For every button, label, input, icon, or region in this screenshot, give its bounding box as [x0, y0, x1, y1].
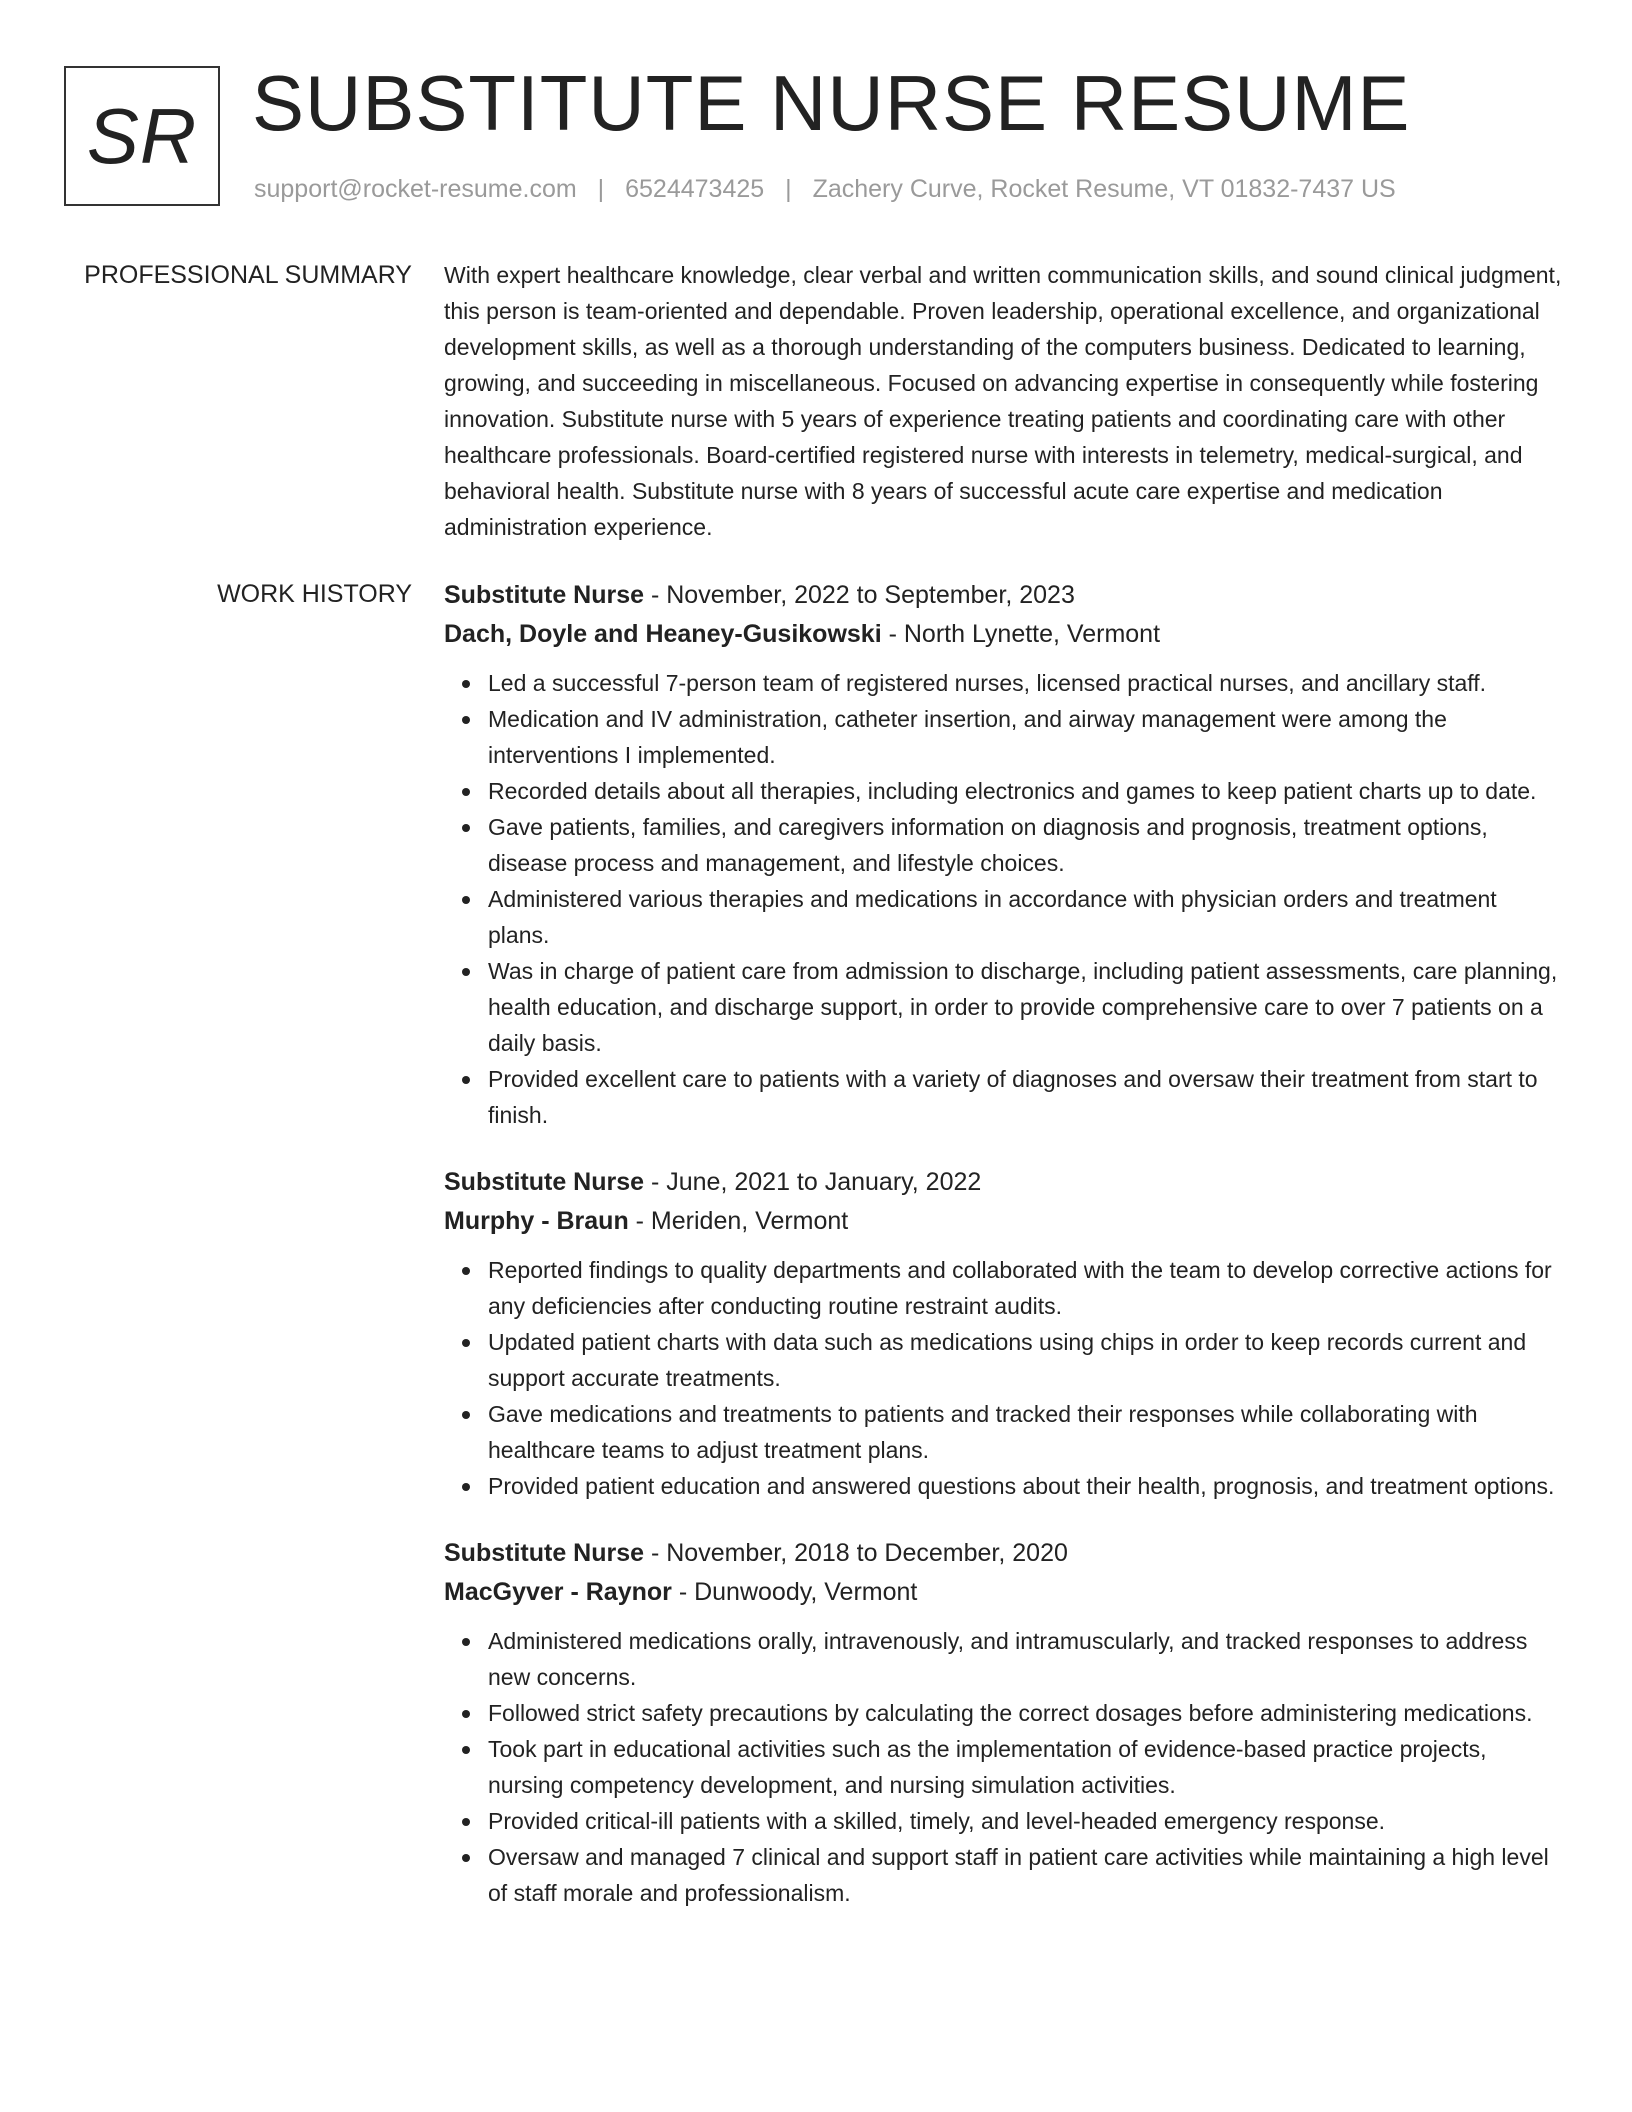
job-company-line [444, 1202, 1564, 1241]
job-bullet: Administered medications orally, intravenously, and intramuscularly, and tracked responses to address new concerns. [488, 1623, 1564, 1695]
contact-separator: | [785, 175, 792, 203]
job-bullet: Reported findings to quality departments and collaborated with the team to develop corrective actions for any deficiencies after conducting routine restraint audits. [488, 1252, 1564, 1324]
job-bullet: Gave patients, families, and caregivers information on diagnosis and prognosis, treatment options, disease process and management, and lifestyle choices. [488, 809, 1564, 881]
job-company: Dach, Doyle and Heaney-Gusikowski [444, 620, 882, 648]
contact-info [254, 172, 1396, 206]
job-location: - Dunwoody, Vermont [671, 1578, 918, 1606]
job-entry [444, 1163, 1564, 1504]
job-bullet: Recorded details about all therapies, including electronics and games to keep patient charts up to date. [488, 773, 1564, 809]
job-company: MacGyver - Raynor [444, 1578, 672, 1606]
job-dates: - November, 2018 to December, 2020 [644, 1539, 1068, 1567]
summary-text: With expert healthcare knowledge, clear verbal and written communication skills, and sound clinical judgment, this person is team-oriented and dependable. Proven leadership, operational excellence, and organizational development skills, as well as a thorough understanding of the computers business. Dedicated to learning, growing, and succeeding in miscellaneous. Focused on advancing expertise in consequently while fostering innovation. Substitute nurse with 5 years of experience treating patients and coordinating care with other healthcare professionals. Board-certified registered nurse with interests in telemetry, medical-surgical, and behavioral health. Substitute nurse with 8 years of successful acute care expertise and medication administration experience. [444, 262, 1562, 540]
job-bullet: Followed strict safety precautions by calculating the correct dosages before administering medications. [488, 1695, 1564, 1731]
monogram-logo: SR [64, 66, 220, 206]
contact-address: Zachery Curve, Rocket Resume, VT 01832-7437 US [812, 175, 1396, 203]
job-bullet: Took part in educational activities such as the implementation of evidence-based practice projects, nursing competency development, and nursing simulation activities. [488, 1731, 1564, 1803]
job-title: Substitute Nurse [444, 1539, 645, 1567]
job-bullet-list [444, 1623, 1564, 1911]
job-bullet-list [444, 1252, 1564, 1504]
job-company-line [444, 615, 1564, 654]
job-title-line [444, 576, 1564, 615]
job-location: - North Lynette, Vermont [881, 620, 1161, 648]
job-location: - Meriden, Vermont [628, 1207, 849, 1235]
job-dates: - June, 2021 to January, 2022 [644, 1168, 982, 1196]
job-bullet: Medication and IV administration, catheter insertion, and airway management were among the interventions I implemented. [488, 701, 1564, 773]
job-bullet: Administered various therapies and medications in accordance with physician orders and treatment plans. [488, 881, 1564, 953]
job-title: Substitute Nurse [444, 581, 645, 609]
job-company-line [444, 1573, 1564, 1612]
job-bullet: Was in charge of patient care from admission to discharge, including patient assessments, care planning, health education, and discharge support, in order to provide comprehensive care to over 7 patients on a daily basis. [488, 953, 1564, 1061]
contact-separator: | [597, 175, 605, 203]
job-company: Murphy - Braun [444, 1207, 629, 1235]
job-bullet: Provided patient education and answered questions about their health, prognosis, and treatment options. [488, 1468, 1564, 1504]
job-entry [444, 576, 1564, 1133]
job-entry [444, 1534, 1564, 1911]
job-title-line [444, 1163, 1564, 1202]
job-dates: - November, 2022 to September, 2023 [644, 581, 1075, 609]
job-title-line [444, 1534, 1564, 1573]
job-list [444, 576, 1564, 1941]
section-label-work-history: WORK HISTORY [217, 580, 412, 608]
job-bullet: Led a successful 7-person team of registered nurses, licensed practical nurses, and ancillary staff. [488, 665, 1564, 701]
section-label-summary: PROFESSIONAL SUMMARY [84, 261, 412, 289]
contact-phone[interactable]: 6524473425 [625, 175, 765, 203]
job-title: Substitute Nurse [444, 1168, 645, 1196]
job-bullet: Gave medications and treatments to patients and tracked their responses while collaborating with healthcare teams to adjust treatment plans. [488, 1396, 1564, 1468]
job-bullet-list [444, 665, 1564, 1133]
contact-email[interactable]: support@rocket-resume.com [254, 175, 577, 203]
job-bullet: Oversaw and managed 7 clinical and support staff in patient care activities while maintaining a high level of staff morale and professionalism. [488, 1839, 1564, 1911]
resume-title: SUBSTITUTE NURSE RESUME [252, 59, 1411, 147]
job-bullet: Updated patient charts with data such as medications using chips in order to keep records current and support accurate treatments. [488, 1324, 1564, 1396]
job-bullet: Provided excellent care to patients with a variety of diagnoses and oversaw their treatment from start to finish. [488, 1061, 1564, 1133]
job-bullet: Provided critical-ill patients with a skilled, timely, and level-headed emergency response. [488, 1803, 1564, 1839]
